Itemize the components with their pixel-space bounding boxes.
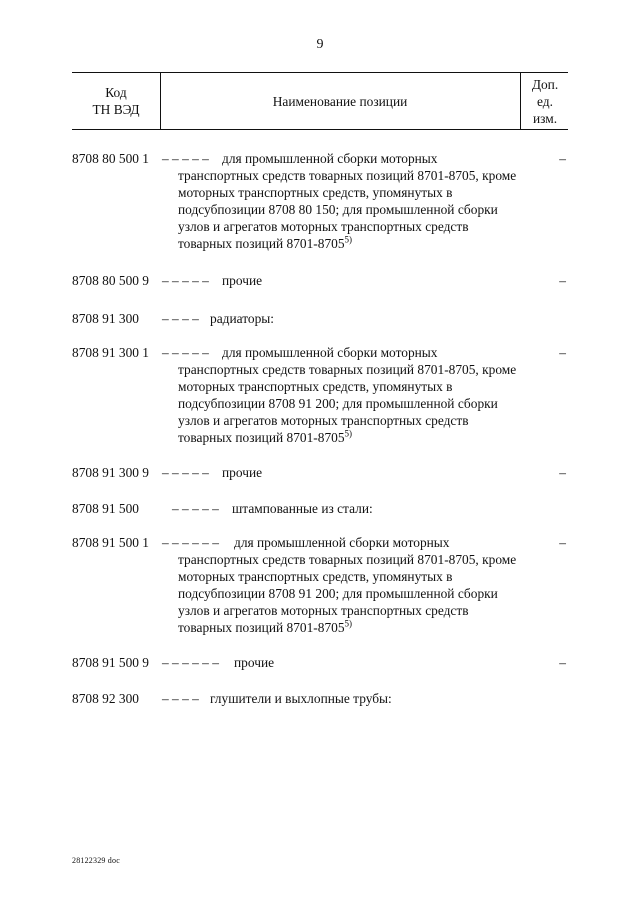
row-code: 8708 91 300 9 <box>72 465 149 480</box>
row-description <box>222 464 574 481</box>
row-unit: – <box>559 273 566 288</box>
row-footnote: 5) <box>344 234 353 245</box>
row-description <box>222 272 574 289</box>
row-description <box>178 534 524 636</box>
row-dashes: – – – – – – <box>162 535 219 550</box>
row-unit: – <box>559 655 566 670</box>
row-dashes: – – – – – <box>172 501 219 516</box>
table-header <box>72 72 568 130</box>
row-text-first: прочие <box>222 465 263 480</box>
header-unit <box>520 73 569 129</box>
header-code-label: Код ТН ВЭД <box>92 85 140 117</box>
page-number: 9 <box>316 37 324 52</box>
header-name <box>160 73 520 129</box>
row-description <box>234 654 586 671</box>
row-unit: – <box>559 345 566 360</box>
row-code: 8708 91 300 <box>72 311 139 326</box>
header-code <box>72 73 161 129</box>
header-name-label: Наименование позиции <box>272 93 408 109</box>
row-dashes: – – – – <box>162 311 199 326</box>
row-description <box>210 310 562 327</box>
row-code: 8708 80 500 9 <box>72 273 149 288</box>
row-dashes: – – – – <box>162 691 199 706</box>
row-text-rest: транспортных средств товарных позиций 8701-8705, кроме моторных транспортных средств, упомянутых в подсубпозиции 8708 91 200; для промышленной сборки узлов и агрегатов моторных транспортных средств товарных позиций 8701-8705 <box>178 552 517 635</box>
row-code: 8708 91 500 <box>72 501 139 516</box>
row-description <box>232 500 584 517</box>
row-text-first: для промышленной сборки моторных <box>234 535 450 550</box>
row-dashes: – – – – – <box>162 151 209 166</box>
row-dashes: – – – – – <box>162 465 209 480</box>
row-footnote: 5) <box>344 618 353 629</box>
row-code: 8708 80 500 1 <box>72 151 149 166</box>
row-code: 8708 92 300 <box>72 691 139 706</box>
row-text-first: для промышленной сборки моторных <box>222 151 438 166</box>
row-text-rest: транспортных средств товарных позиций 8701-8705, кроме моторных транспортных средств, упомянутых в подсубпозиции 8708 91 200; для промышленной сборки узлов и агрегатов моторных транспортных средств товарных позиций 8701-8705 <box>178 362 517 445</box>
row-text-first: штампованные из стали: <box>232 501 373 516</box>
row-dashes: – – – – – <box>162 273 209 288</box>
row-description <box>178 150 524 252</box>
row-code: 8708 91 300 1 <box>72 345 149 360</box>
row-text-rest: транспортных средств товарных позиций 8701-8705, кроме моторных транспортных средств, упомянутых в подсубпозиции 8708 80 150; для промышленной сборки узлов и агрегатов моторных транспортных средств товарных позиций 8701-8705 <box>178 168 517 251</box>
row-dashes: – – – – – – <box>162 655 219 670</box>
document-footer: 28122329 doc <box>72 856 120 865</box>
row-code: 8708 91 500 9 <box>72 655 149 670</box>
row-footnote: 5) <box>344 428 353 439</box>
row-description <box>178 344 524 446</box>
header-unit-label: Доп. ед. изм. <box>531 76 559 126</box>
row-text-first: радиаторы: <box>210 311 274 326</box>
row-text-first: для промышленной сборки моторных <box>222 345 438 360</box>
row-text-first: прочие <box>222 273 263 288</box>
row-unit: – <box>559 535 566 550</box>
row-unit: – <box>559 151 566 166</box>
row-code: 8708 91 500 1 <box>72 535 149 550</box>
row-description <box>210 690 562 707</box>
row-text-first: глушители и выхлопные трубы: <box>210 691 392 706</box>
row-unit: – <box>559 465 566 480</box>
row-text-first: прочие <box>234 655 275 670</box>
row-dashes: – – – – – <box>162 345 209 360</box>
